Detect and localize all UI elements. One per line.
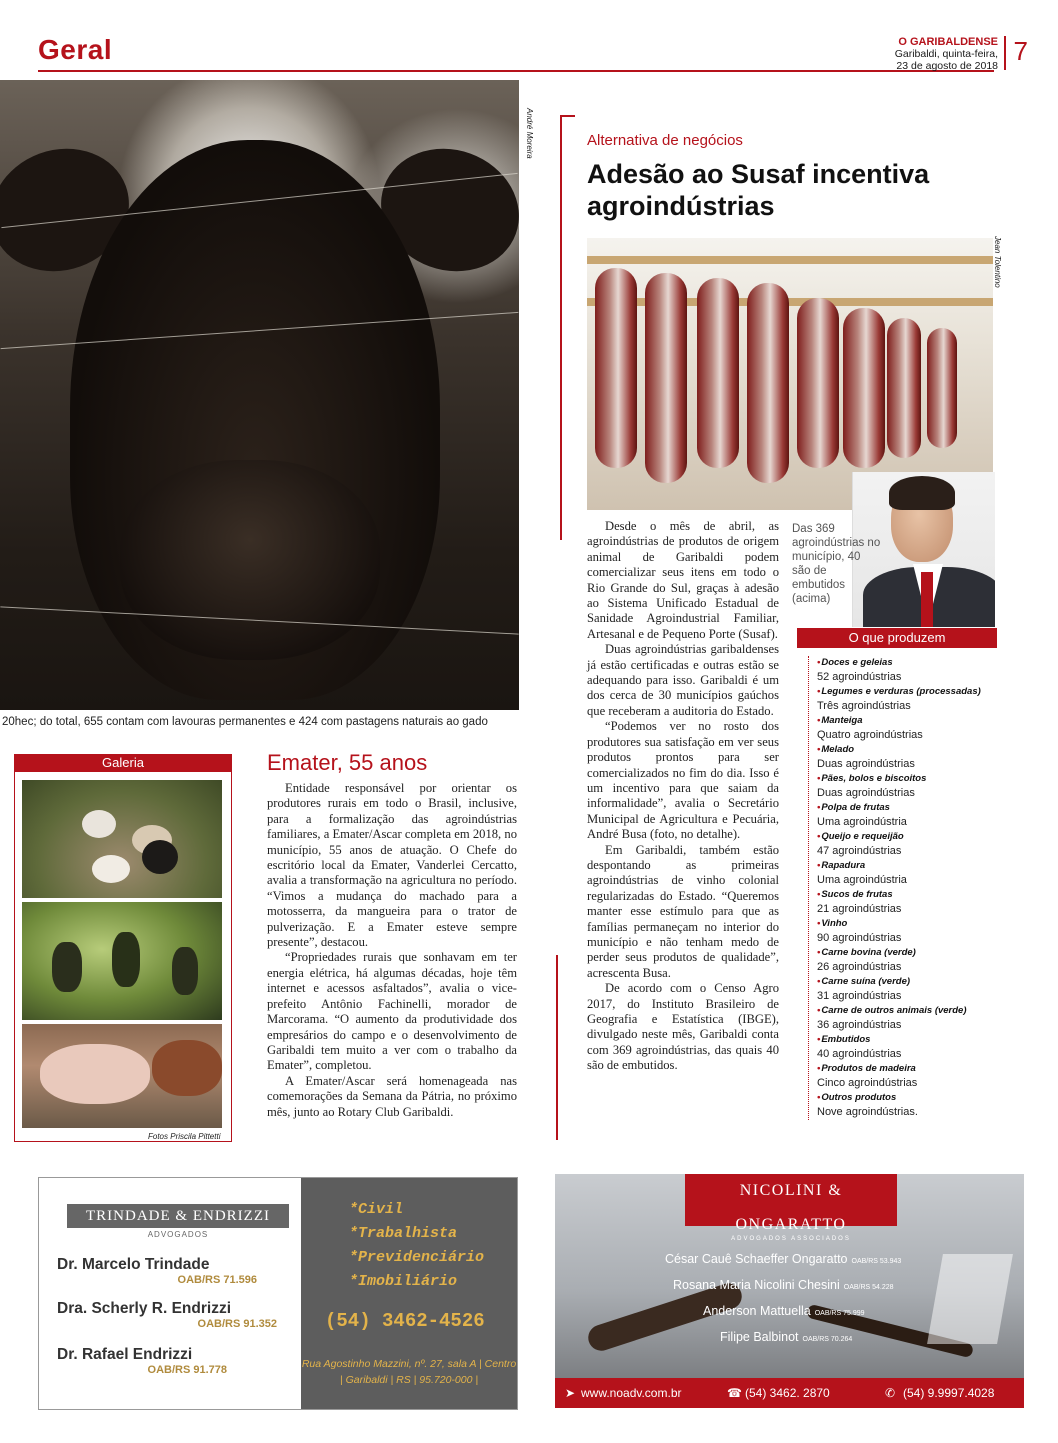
ad2-phone[interactable]: (54) 3462. 2870 bbox=[745, 1386, 830, 1400]
article-paragraph: “Podemos ver no rosto dos produtores sua satisfação em ver seus produtos prontos para ser comercializados no fim do dia. Isso é um incentivo para que saiam da informalidade”, avalia o Secretário Municipal de Agricultura e Pecuária, André Busa (foto, no detalhe). bbox=[587, 719, 779, 842]
produce-category: • Carne de outros animais (verde) bbox=[817, 1004, 1008, 1018]
ad2-lawyer-name: César Cauê Schaeffer Ongaratto bbox=[665, 1252, 848, 1266]
ad2-lawyer-oab: OAB/RS 54.228 bbox=[843, 1284, 894, 1291]
article-body bbox=[587, 519, 779, 1074]
ad2-logo-subtitle: ADVOGADOS ASSOCIADOS bbox=[731, 1236, 851, 1242]
ad-phone[interactable]: (54) 3462-4526 bbox=[325, 1310, 485, 1332]
lawyer-entry bbox=[57, 1346, 227, 1376]
produce-count: 47 agroindústrias bbox=[817, 845, 902, 857]
place-date-line-2: 23 de agosto de 2018 bbox=[896, 60, 998, 72]
salami bbox=[843, 308, 885, 468]
produce-count: Quatro agroindústrias bbox=[817, 729, 923, 741]
ad2-lawyer-oab: OAB/RS 70.264 bbox=[802, 1336, 853, 1343]
article-paragraph: Duas agroindústrias garibaldenses já estão certificadas e outras estão se adequando para isso. Garibaldi é um dos cerca de 30 municípios gaúchos que receberam a auditoria do Estado. bbox=[587, 642, 779, 718]
ad-address-line: | Garibaldi | RS | 95.720-000 | bbox=[339, 1374, 479, 1386]
produce-item bbox=[817, 772, 1008, 801]
produce-category: • Pães, bolos e biscoitos bbox=[817, 772, 1008, 786]
practice-area: *Imobiliário bbox=[349, 1273, 458, 1290]
gallery-photo-pigs bbox=[22, 1024, 222, 1128]
ad2-logo-title: NICOLINI & ONGARATTO bbox=[735, 1182, 847, 1233]
lawyer-oab: OAB/RS 71.596 bbox=[177, 1274, 257, 1286]
article-paragraph: De acordo com o Censo Agro 2017, do Instituto Brasileiro de Geografia e Estatística (IBGE), divulgado neste mês, Garibaldi conta com 369 agroindústrias, das quais 40 são de embutidos. bbox=[587, 981, 779, 1073]
lawyer-entry bbox=[57, 1300, 277, 1330]
phone-icon: ☎ bbox=[727, 1386, 742, 1400]
cow-muzzle bbox=[120, 460, 380, 660]
produce-count: 26 agroindústrias bbox=[817, 961, 902, 973]
practice-area: *Civil bbox=[349, 1201, 404, 1218]
produce-count: 90 agroindústrias bbox=[817, 932, 902, 944]
ad-logo-subtitle: ADVOGADOS bbox=[147, 1230, 209, 1239]
produce-item bbox=[817, 917, 1008, 946]
ad-logo: TRINDADE & ENDRIZZI bbox=[67, 1204, 289, 1228]
article-headline: Adesão ao Susaf incentiva agroindústrias bbox=[587, 159, 930, 221]
ad2-lawyer bbox=[673, 1278, 894, 1292]
cursor-icon: ➤ bbox=[565, 1386, 576, 1400]
produce-item bbox=[817, 830, 1008, 859]
article-frame-top bbox=[560, 115, 575, 117]
produce-category: • Embutidos bbox=[817, 1033, 1008, 1047]
salami bbox=[927, 328, 957, 448]
produce-count: Nove agroindústrias. bbox=[817, 1106, 918, 1118]
produce-count: 21 agroindústrias bbox=[817, 903, 902, 915]
ad-nicolini-ongaratto[interactable] bbox=[555, 1174, 1024, 1408]
produce-category: • Carne bovina (verde) bbox=[817, 946, 1008, 960]
produce-count: Uma agroindústria bbox=[817, 816, 907, 828]
produce-count: Cinco agroindústrias bbox=[817, 1077, 918, 1089]
whatsapp-icon: ✆ bbox=[885, 1386, 896, 1400]
ad2-lawyer-name: Rosana Maria Nicolini Chesini bbox=[673, 1278, 840, 1292]
produce-count: 52 agroindústrias bbox=[817, 671, 902, 683]
ad2-lawyer-oab: OAB/RS 75.999 bbox=[814, 1310, 865, 1317]
produce-item bbox=[817, 743, 1008, 772]
produce-item bbox=[817, 946, 1008, 975]
pig bbox=[152, 1040, 222, 1096]
emater-paragraph: Entidade responsável por orientar os produtores rurais em todo o Brasil, inclusive, para a formalização das agroindústrias familiares, a Emater/Ascar completa em 2018, no município, 55 anos de atuação. O Chefe do escritório local da Emater, Vanderlei Cercatto, avalia a transformação na agricultura no período. “Vimos a mudança do machado para a motosserra, da mangueira para o trator de pulverização. E a Emater esteve sempre presente”, destacou. bbox=[267, 781, 517, 950]
ad2-lawyer-name: Anderson Mattuella bbox=[703, 1304, 811, 1318]
ad-address-line: Rua Agostinho Mazzini, nº. 27, sala A | Centro bbox=[301, 1358, 517, 1370]
portrait-tie bbox=[921, 572, 933, 627]
ad2-lawyer bbox=[720, 1330, 852, 1344]
lawyer-name: Dra. Scherly R. Endrizzi bbox=[57, 1300, 231, 1317]
produce-category: • Polpa de frutas bbox=[817, 801, 1008, 815]
ad-address bbox=[301, 1356, 517, 1388]
grape-cluster bbox=[112, 932, 140, 987]
lawyer-name: Dr. Marcelo Trindade bbox=[57, 1256, 210, 1273]
article-paragraph: Desde o mês de abril, as agroindústrias de produtos de origem animal de Garibaldi podem comercializar seus itens em todo o Rio Grande do Sul, graças à adesão ao Sistema Unificado Estadual de Sanidade Agroindustrial Familiar, Artesanal e de Pequeno Porte (Susaf). bbox=[587, 519, 779, 641]
produce-item bbox=[817, 859, 1008, 888]
paper-name: O GARIBALDENSE bbox=[898, 36, 998, 48]
ad-right-panel bbox=[301, 1178, 517, 1409]
chicken bbox=[82, 810, 116, 838]
masthead bbox=[895, 36, 998, 72]
produce-category: • Legumes e verduras (processadas) bbox=[817, 685, 1008, 699]
practice-areas bbox=[349, 1198, 484, 1294]
salami-photo-credit: Jean Tolentino bbox=[993, 236, 1002, 288]
page-number: 7 bbox=[1004, 36, 1028, 70]
grape-cluster bbox=[172, 947, 198, 995]
grape-cluster bbox=[52, 942, 82, 992]
produce-item bbox=[817, 888, 1008, 917]
produce-category: • Outros produtos bbox=[817, 1091, 1008, 1105]
produce-item bbox=[817, 1062, 1008, 1091]
ad-left-panel bbox=[39, 1178, 301, 1409]
salami bbox=[697, 278, 739, 468]
ad2-logo bbox=[685, 1174, 897, 1242]
practice-area: *Previdenciário bbox=[349, 1249, 485, 1266]
article-rule-lower bbox=[556, 955, 558, 1140]
gallery-credit: Fotos Priscila Pittetti bbox=[148, 1132, 221, 1141]
produce-category: • Queijo e requeijão bbox=[817, 830, 1008, 844]
salami bbox=[887, 318, 921, 458]
ad2-lawyer-oab: OAB/RS 53.943 bbox=[851, 1258, 902, 1265]
salami-photo bbox=[587, 238, 993, 510]
hero-photo-credit: André Moreira bbox=[525, 108, 534, 159]
salami bbox=[747, 283, 789, 483]
produce-count: 31 agroindústrias bbox=[817, 990, 902, 1002]
portrait-hair bbox=[889, 476, 955, 510]
produce-count: 40 agroindústrias bbox=[817, 1048, 902, 1060]
salami bbox=[797, 298, 839, 468]
produce-title: O que produzem bbox=[797, 628, 997, 648]
produce-item bbox=[817, 801, 1008, 830]
produce-item bbox=[817, 656, 1008, 685]
produce-category: • Doces e geleias bbox=[817, 656, 1008, 670]
chicken bbox=[92, 855, 130, 883]
produce-category: • Manteiga bbox=[817, 714, 1008, 728]
frame-decor bbox=[927, 1254, 1013, 1344]
emater-body bbox=[267, 781, 517, 1120]
chicken bbox=[142, 840, 178, 874]
emater-paragraph: “Propriedades rurais que sonhavam em ter energia elétrica, há algumas décadas, hoje têm internet e acessos asfaltados”, avalia o vice-prefeito Antônio Fachinelli, morador de Marcorama. “O aumento da produtividade dos empresários do campo e o desenvolvimento de Garibaldi tem muito a ver com o trabalho da Emater”, completou. bbox=[267, 950, 517, 1073]
hero-caption: 20hec; do total, 655 contam com lavouras permanentes e 424 com pastagens naturais ao gado bbox=[2, 716, 488, 728]
ad-trindade-endrizzi[interactable] bbox=[38, 1177, 518, 1410]
lawyer-entry bbox=[57, 1256, 257, 1286]
gallery-title: Galeria bbox=[14, 754, 232, 772]
ad2-lawyer bbox=[703, 1304, 865, 1318]
header-rule bbox=[38, 70, 994, 72]
salami bbox=[595, 268, 637, 468]
section-title: Geral bbox=[38, 34, 113, 65]
produce-item bbox=[817, 975, 1008, 1004]
salami bbox=[645, 273, 687, 483]
produce-category: • Rapadura bbox=[817, 859, 1008, 873]
pig bbox=[40, 1044, 150, 1104]
article-kicker: Alternativa de negócios bbox=[587, 132, 743, 149]
ad2-lawyer bbox=[665, 1252, 901, 1266]
drying-rack bbox=[587, 256, 993, 264]
lawyer-name: Dr. Rafael Endrizzi bbox=[57, 1346, 193, 1363]
produce-count: Duas agroindústrias bbox=[817, 758, 915, 770]
produce-item bbox=[817, 685, 1008, 714]
produce-count: 36 agroindústrias bbox=[817, 1019, 902, 1031]
place-date-line-1: Garibaldi, quinta-feira, bbox=[894, 48, 998, 60]
emater-title: Emater, 55 anos bbox=[267, 750, 428, 775]
emater-paragraph: A Emater/Ascar será homenageada nas comemorações da Semana da Pátria, no próximo mês, junto ao Rotary Club Garibaldi. bbox=[267, 1073, 517, 1119]
produce-item bbox=[817, 714, 1008, 743]
cow-photo bbox=[0, 80, 519, 710]
produce-category: • Sucos de frutas bbox=[817, 888, 1008, 902]
produce-item bbox=[817, 1004, 1008, 1033]
aside-caption: Das 369 agroindústrias no município, 40 são de embutidos (acima) bbox=[792, 523, 881, 605]
produce-category: • Vinho bbox=[817, 917, 1008, 931]
produce-count: Três agroindústrias bbox=[817, 700, 911, 712]
article-paragraph: Em Garibaldi, também estão despontando as primeiras agroindústrias de vinho colonial regularizadas do Estado. “Queremos manter esse estímulo para que as famílias permaneçam no interior do município e não tenham medo de perder seus produtos de qualidade”, acrescenta Busa. bbox=[587, 842, 779, 980]
gallery-photo-chickens bbox=[22, 780, 222, 898]
produce-category: • Melado bbox=[817, 743, 1008, 757]
article-frame-left bbox=[560, 115, 562, 540]
lawyer-oab: OAB/RS 91.778 bbox=[147, 1364, 227, 1376]
ad2-whatsapp[interactable]: (54) 9.9997.4028 bbox=[903, 1386, 995, 1400]
produce-list bbox=[808, 656, 1008, 1120]
lawyer-oab: OAB/RS 91.352 bbox=[197, 1318, 277, 1330]
produce-item bbox=[817, 1033, 1008, 1062]
produce-count: Uma agroindústria bbox=[817, 874, 907, 886]
ad2-site-link[interactable]: www.noadv.com.br bbox=[581, 1386, 682, 1400]
produce-category: • Produtos de madeira bbox=[817, 1062, 1008, 1076]
produce-count: Duas agroindústrias bbox=[817, 787, 915, 799]
produce-item bbox=[817, 1091, 1008, 1120]
produce-category: • Carne suína (verde) bbox=[817, 975, 1008, 989]
practice-area: *Trabalhista bbox=[349, 1225, 458, 1242]
gallery-photo-vineyard bbox=[22, 902, 222, 1020]
ad2-lawyer-name: Filipe Balbinot bbox=[720, 1330, 799, 1344]
ad2-contact-bar bbox=[555, 1378, 1024, 1408]
